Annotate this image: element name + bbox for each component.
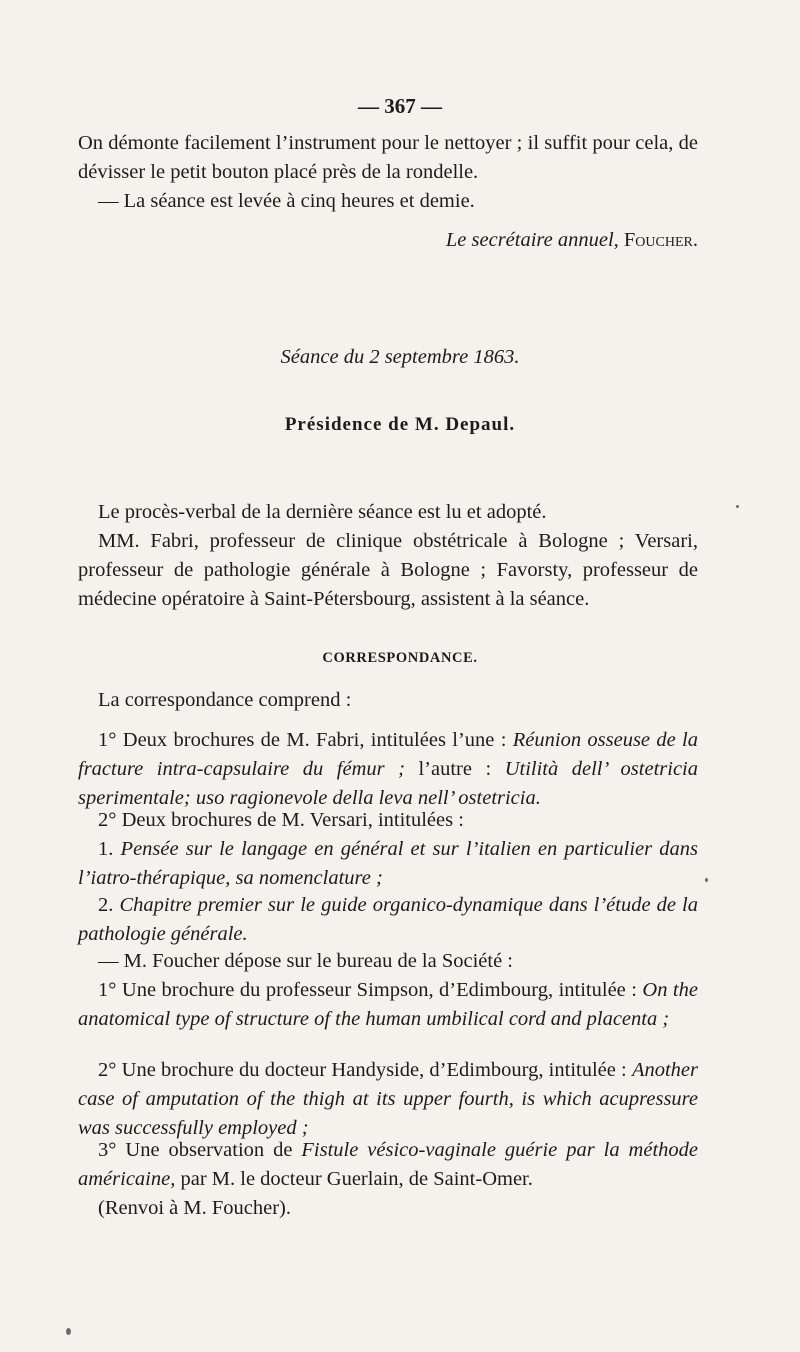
item-handyside [78, 1056, 698, 1143]
item-versari: 2° Deux brochures de M. Versari, intitulées : [98, 809, 464, 831]
item-handyside-lead: 2° Une brochure du docteur Handyside, d’Edimbourg, intitulée : [98, 1059, 632, 1081]
presidence-heading: Présidence de M. Depaul. [284, 414, 516, 435]
item-versari-sub-1-num: 1. [98, 838, 121, 860]
paragraph-seance-levee: — La séance est levée à cinq heures et demie. [98, 190, 475, 212]
correspondance-heading: CORRESPONDANCE. [322, 650, 478, 666]
ink-speck [66, 1328, 71, 1335]
item-fabri-title-2: Utilità dell’ ostetricia sperimentale; uso ragionevole della leva nell’ ostetricia. [78, 758, 698, 809]
item-versari-sub-2-num: 2. [98, 894, 120, 916]
signature [78, 226, 698, 255]
item-simpson-lead: 1° Une brochure du professeur Simpson, d’Edimbourg, intitulée : [98, 979, 643, 1001]
ink-speck [705, 878, 708, 882]
paragraph-instrument: On démonte facilement l’instrument pour le nettoyer ; il suffit pour cela, de dévisser le petit bouton placé près de la rondelle. [78, 132, 698, 183]
paragraph-correspondance: La correspondance comprend : [98, 689, 352, 711]
item-simpson-title: On the anatomical type of structure of the human umbilical cord and placenta ; [78, 979, 698, 1030]
item-fabri-title-1: Réunion osseuse de la fracture intra-capsulaire du fémur ; [78, 729, 698, 780]
item-versari-sub-1 [78, 835, 698, 893]
item-simpson [78, 976, 698, 1034]
item-versari-sub-2-title: Chapitre premier sur le guide organico-dynamique dans l’étude de la pathologie générale. [78, 894, 699, 945]
paragraph-renvoi: (Renvoi à M. Foucher). [98, 1197, 291, 1219]
item-guerlain-lead: 3° Une observation de [98, 1139, 302, 1161]
ink-speck [736, 505, 739, 508]
signature-role: Le secrétaire annuel, [445, 229, 619, 251]
item-versari-sub-2 [78, 891, 698, 949]
item-handyside-title: Another case of amputation of the thigh at its upper fourth, is which acupressure was successfully employed ; [78, 1059, 698, 1139]
paragraph-foucher-depose: — M. Foucher dépose sur le bureau de la Société : [98, 950, 514, 972]
item-fabri-lead: 1° Deux brochures de M. Fabri, intitulées l’une : [98, 729, 513, 751]
item-guerlain [78, 1136, 698, 1194]
page-number: — 367 — [358, 94, 442, 118]
item-versari-sub-1-title: Pensée sur le langage en général et sur l’italien en particulier dans l’iatro-thérapique, sa nomenclature ; [78, 838, 699, 889]
seance-title: Séance du 2 septembre 1863. [280, 346, 520, 368]
paragraph-proces-verbal: Le procès-verbal de la dernière séance est lu et adopté. [98, 501, 547, 523]
item-fabri-mid: l’autre : [404, 758, 505, 780]
paragraph-attendees: MM. Fabri, professeur de clinique obstétricale à Bologne ; Versari, professeur de pathologie générale à Bologne ; Favorsty, professeur de médecine opératoire à Saint-Pétersbourg, assistent à la séance. [78, 530, 698, 610]
item-fabri [78, 726, 698, 813]
item-guerlain-tail: par M. le docteur Guerlain, de Saint-Omer. [175, 1168, 533, 1190]
item-guerlain-title: Fistule vésico-vaginale guérie par la méthode américaine, [78, 1139, 698, 1190]
signature-name: Foucher. [623, 229, 698, 251]
